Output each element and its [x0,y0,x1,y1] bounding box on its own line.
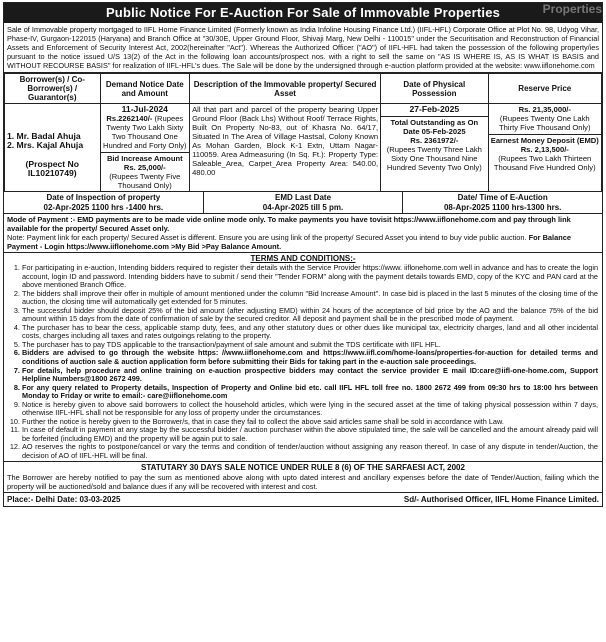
list-item: 1. For participating in e-auction, Intending bidders required to register their details with the Service Provider https://www. iiflonehome.com well in advance and has to create the login account, login ID and password. Intending bidders have to submit / send their "Tender FORM" along with the payment details towards EMD, copy of the KYC and PAN card at the above mentioned Branch Office. [22,264,598,290]
header-borrower: Borrower(s) / Co-Borrower(s) / Guarantor(s) [5,74,101,104]
outstanding-label: Total Outstanding as On Date 05-Feb-2025 [390,118,479,136]
bid-increase-label: Bid Increase Amount [106,154,183,163]
property-table [4,73,602,192]
inspection-date [4,192,204,213]
prospect-number: (Prospect No IL10210749) [25,158,79,178]
demand-cell [100,104,190,192]
list-item: 9. Notice is hereby given to above said borrowers to collect the household articles, which were lying in the secured asset at the time of taking physical possession within 7 days, otherwise IIFL-HFL shall not be responsible for any loss of property under the circumstances. [22,401,598,418]
notice-title: Public Notice For E-Auction For Sale of Immovable Properties [4,3,602,23]
emd-label: Earnest Money Deposit (EMD) [490,136,599,145]
reserve-words: (Rupees Twenty One Lakh Thirty Five Thousand Only) [499,114,591,132]
table-header-row [5,74,602,104]
key-dates [4,192,602,214]
list-item: 6. Bidders are advised to go through the website https: //www.iiflonehome.com and https://www.iifl.com/home-loans/properties-for-auction for detailed terms and conditions of auction sale & auction application form before submitting their Bids for taking part in the e-auction sale proceedings. [22,349,598,366]
borrower-cell [5,104,101,192]
table-row [5,104,602,192]
demand-amount: Rs.2262140/- [106,114,153,123]
outstanding-words: (Rupees Twenty Three Lakh Sixty One Thousand Nine Hundred Seventy Two Only) [386,145,482,172]
payment-balance: For Balance Payment - Login https://www.iiflonehome.com >My Bid >Pay Balance Amount. [7,233,571,251]
list-item: 3. The successful bidder should deposit 25% of the bid amount (after adjusting EMD) within 24 hours of the acceptance of bid price by the AO and the balance 75% of the bid amount within 15 days from the date of confirmation of sale by the secured creditor. All deposit and payment shall be in the prescribed mode of payment. [22,307,598,324]
emd-amount: Rs. 2,13,500/- [520,145,569,154]
payment-note [7,233,599,251]
possession-cell [381,104,488,192]
statutory-text: The Borrower are hereby notified to pay the sum as mentioned above along with upto dated interest and ancillary expenses before the date of Tender/Auction, failing which the property will be auctioned/sold and balance dues if any will be recovered with interest and cost. [4,473,602,493]
list-item: 11. In case of default in payment at any stage by the successful bidder / auction purchaser within the above stipulated time, the sale will be cancelled and the amount already paid will be forfeited (including EMD) and the property will be again put to sale. [22,426,598,443]
inspection-label: Date of Inspection of property [46,193,161,202]
list-item: 4. The purchaser has to bear the cess, applicable stamp duty, fees, and any other statutory dues or other dues like municipal tax, electricity charges, land and all other incidental costs, charges including all taxes and rates outgoings relating to the property. [22,324,598,341]
demand-words: (Rupees Twenty Two Lakh Sixty Two Thousand One Hundred and Forty Only) [103,114,187,150]
auction-date [403,192,602,213]
header-possession: Date of Physical Possession [381,74,488,104]
terms-heading: TERMS AND CONDITIONS:- [250,254,356,263]
borrower-1: 1. Mr. Badal Ahuja [7,130,81,141]
inspection-value: 02-Apr-2025 1100 hrs -1400 hrs. [43,202,164,212]
place-date: Place:- Delhi Date: 03-03-2025 [7,494,121,504]
emd-last-value: 04-Apr-2025 till 5 pm. [262,202,344,212]
signatory: Sd/- Authorised Officer, IIFL Home Finance Limited. [403,494,599,504]
emd-last-label: EMD Last Date [275,193,332,202]
borrower-2: 2. Mrs. Kajal Ahuja [7,139,84,150]
description-cell: All that part and parcel of the property bearing Upper Ground Floor (Back Lhs) Without Roof/ Terrace Rights, Built On Property No-83, out of Khasra No. 64/17, Situated In The Area of Village Hastsal, Colony Known As Mohan Garden, Block K-1 Extn, Uttam Nagar-110059. Area Admeasuring (In Sq. Ft.): Property Type: Saleable_Area, Carpet_Area Property Area: 540.00, 480.00 [190,104,381,192]
watermark: Properties [542,2,602,16]
demand-date: 11-Jul-2024 [121,104,168,114]
payment-note-text: Note: Payment link for each property/ Secured Asset is different. Ensure you are using link of the property/ Secured Asset you intend to buy vide public auction. [7,233,527,242]
outstanding-amount: Rs. 2361972/- [410,136,459,145]
payment-section [4,214,602,253]
reserve-amount: Rs. 21,35,000/- [518,105,571,114]
terms-list [4,264,602,461]
bid-increase-amount: Rs. 25,000/- [123,163,166,172]
statutory-heading: STATUTARY 30 DAYS SALE NOTICE UNDER RULE 8 (6) OF THE SARFAESI ACT, 2002 [4,461,602,473]
list-item: 10. Further the notice is hereby given to the Borrower/s, that in case they fail to collect the above said articles same shall be sold in accordance with Law. [22,418,598,427]
list-item: 5. The purchaser has to pay TDS applicable to the transaction/payment of sale amount and submit the TDS certificate with IIFL HFL. [22,341,598,350]
bid-increase-words: (Rupees Twenty Five Thousand Only) [109,172,181,190]
reserve-cell [488,104,601,192]
footer [4,493,602,506]
payment-mode: Mode of Payment :- EMD payments are to be made vide online mode only. To make payments you have tovisit https://www.iiflonehome.com and pay through link available for the property/ Secured Asset only. [7,215,571,233]
list-item: 12. AO reserves the rights to postpone/cancel or vary the terms and condition of tender/auction without assigning any reason thereof. In case of any dispute in tender/Auction, the decision of AO of IIFL-HFL will be final. [22,443,598,460]
possession-date: 27-Feb-2025 [409,104,460,114]
list-item: 2. The bidders shall improve their offer in multiple of amount mentioned under the column "Bid Increase Amount". In case bid is placed in the last 5 minutes of the closing time of the auction, the closing time will automatically get extended for 5 minutes. [22,290,598,307]
emd-last-date [204,192,404,213]
auction-notice [3,2,603,507]
auction-value: 08-Apr-2025 1100 hrs-1300 hrs. [443,202,562,212]
emd-words: (Rupees Two Lakh Thirteen Thousand Five Hundred Only) [493,154,596,172]
auction-label: Date/ Time of E-Auction [457,193,548,202]
list-item: 8. For any query related to Property details, Inspection of Property and Online bid etc. call IIFL HFL toll free no. 1800 2672 499 from 09:30 hrs to 18:00 hrs between Monday to Friday or write to email:- care@iiflonehome.com [22,384,598,401]
intro-paragraph: Sale of Immovable property mortgaged to IIFL Home Finance Limited (Formerly known as India Infoline Housing Finance Ltd.) (IIFL-HFL) Corporate Office at Plot No. 98, Udyog Vihar, Phase-IV, Gurgaon-122015 (Haryana) and Branch Office at "30/30E, Upper Ground Floor, Shivaji Marg, New Delhi - 110015" under the Securitisation and Reconstruction of Financial Assets and Enforcement of Security Interest Act, 2002(hereinafter "Act"). Whereas the Authorized Officer ("AO") of IIFL-HFL had taken the possession of the following property/ies pursuant to the notice issued U/S 13(2) of the Act in the following loan accounts/prospect nos. with a right to sell the same on "AS IS WHERE IS, AS IS WHAT IS BASIS and WITHOUT RECOURSE BASIS" for realization of IIFL-HFL's dues. The Sale will be done by the undersigned through e-auction platform provided at the website: www.iiflonehome.com [4,23,602,73]
header-reserve: Reserve Price [488,74,601,104]
header-description: Description of the Immovable property/ Secured Asset [190,74,381,104]
header-demand: Demand Notice Date and Amount [100,74,190,104]
list-item: 7. For details, help procedure and online training on e-auction prospective bidders may contact the service provider E mail ID:care@iifl-one-home.com, Support Helpline Numbers@1800 2672 499. [22,367,598,384]
